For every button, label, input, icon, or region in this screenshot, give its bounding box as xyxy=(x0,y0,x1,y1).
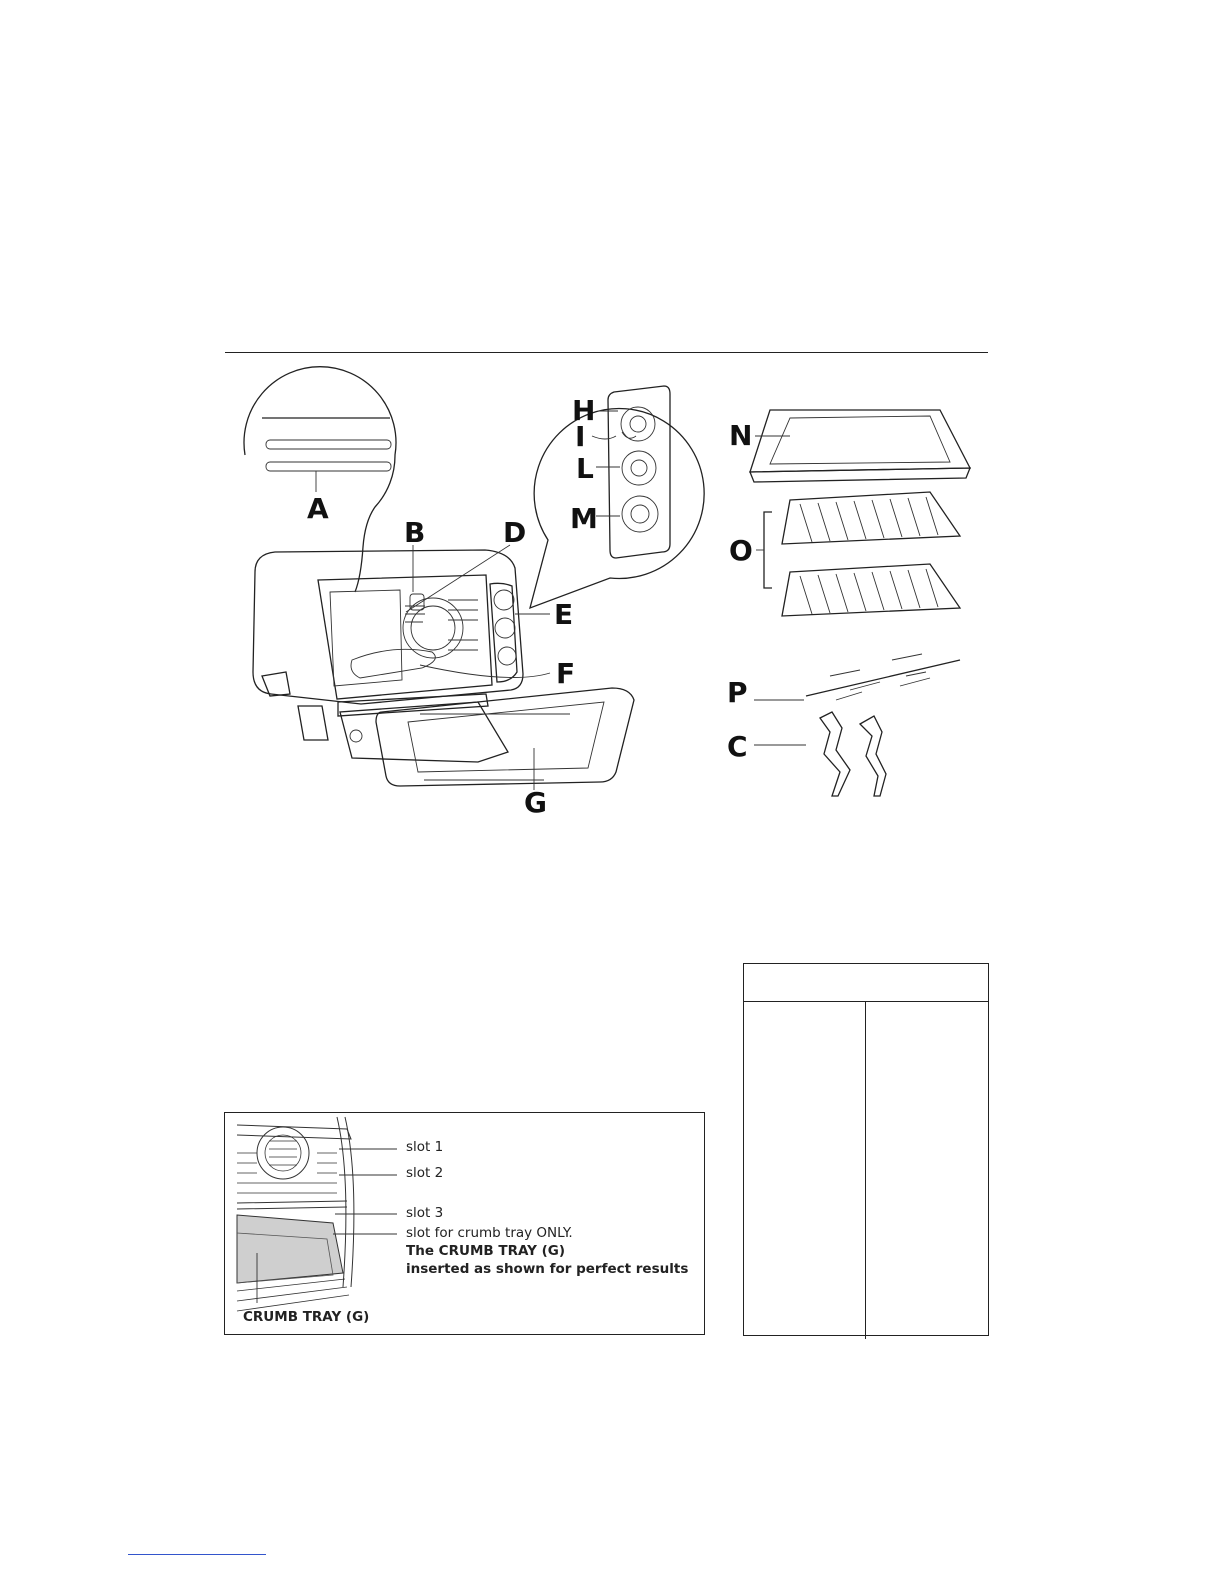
detail-bubble-a xyxy=(244,367,396,592)
control-panel-bubble xyxy=(530,386,704,608)
pointer-lines xyxy=(406,545,550,790)
empty-table xyxy=(743,963,989,1336)
wire-racks-o xyxy=(756,492,960,616)
label-n: N xyxy=(729,419,753,452)
rotisserie-spit-p xyxy=(754,654,960,700)
rotisserie-forks-c xyxy=(754,712,886,796)
oven-interior-slots-illustration xyxy=(225,1113,704,1334)
label-i: I xyxy=(575,420,586,453)
table-header-divider xyxy=(744,1001,988,1002)
label-o: O xyxy=(729,534,753,567)
baking-pan-n xyxy=(750,410,970,482)
label-m: M xyxy=(570,502,598,535)
label-f: F xyxy=(556,657,576,690)
footer-link-underline xyxy=(128,1554,266,1555)
slot-3-label: slot 3 xyxy=(406,1205,444,1221)
label-d: D xyxy=(503,516,527,549)
label-c: C xyxy=(727,730,748,763)
label-l: L xyxy=(576,452,594,485)
label-e: E xyxy=(554,598,574,631)
table-column-divider xyxy=(865,1001,866,1339)
label-g: G xyxy=(524,786,547,819)
crumb-tray-label: CRUMB TRAY (G) xyxy=(243,1309,370,1325)
crumb-tray-g xyxy=(376,688,634,786)
slot-diagram-box xyxy=(224,1112,705,1335)
label-p: P xyxy=(727,676,748,709)
slot-1-label: slot 1 xyxy=(406,1139,444,1155)
crumb-tray-note-line-1: The CRUMB TRAY (G) xyxy=(406,1243,566,1259)
slot-2-label: slot 2 xyxy=(406,1165,444,1181)
label-a: A xyxy=(307,492,329,525)
crumb-slot-label: slot for crumb tray ONLY. xyxy=(406,1225,573,1241)
label-b: B xyxy=(404,516,426,549)
crumb-tray-note-line-2: inserted as shown for perfect results xyxy=(406,1261,689,1277)
oven-body xyxy=(253,550,523,762)
label-h: H xyxy=(572,394,596,427)
